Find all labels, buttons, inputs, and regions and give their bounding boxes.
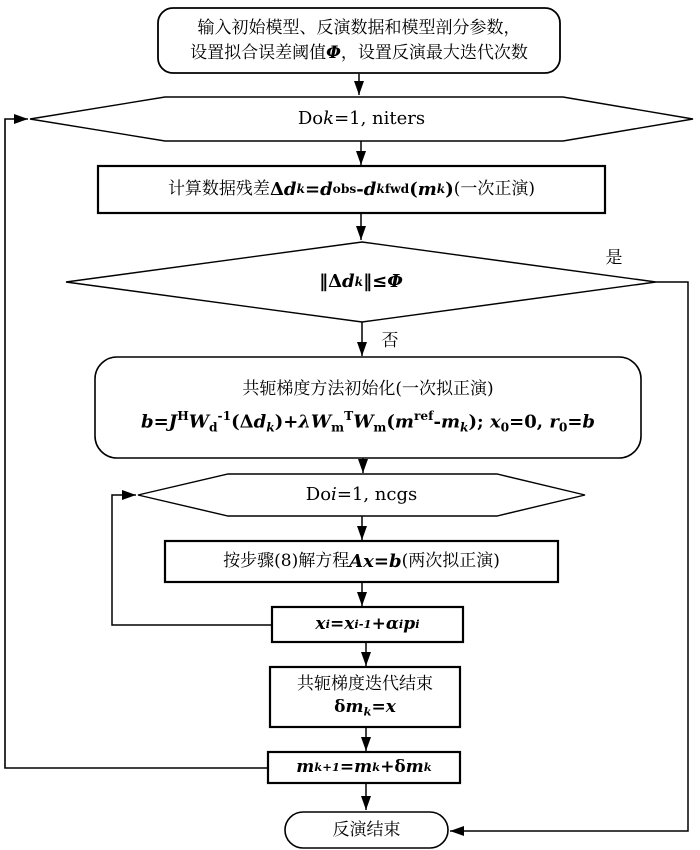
start-line2: 设置拟合误差阈值Φ，设置反演最大迭代次数	[190, 43, 528, 63]
update-x-label: x i = x i-1 + α i p i	[315, 614, 420, 634]
end-node-label: 反演结束	[332, 819, 401, 840]
threshold-label: ‖Δ d k ‖≤ Φ	[319, 271, 403, 292]
cg-init-label	[95, 357, 641, 458]
start-node-text	[158, 10, 560, 72]
solve-label: 按步骤(8)解方程 Ax = b (两次拟正演)	[223, 550, 500, 572]
cg-end-label	[270, 667, 460, 727]
cg-init-line1: 共轭梯度方法初始化(一次拟正演)	[242, 379, 494, 400]
start-line1: 输入初始模型、反演数据和模型剖分参数，	[197, 18, 521, 38]
residual-label: 计算数据残差 Δ d k = d obs - d k fwd ( m k ) (一次正演)	[167, 178, 536, 200]
no-label: 否	[381, 330, 399, 351]
loop-k-label: Do k =1, niters	[297, 108, 426, 129]
update-m-label: m k+1 = m k +δ m k	[296, 757, 432, 777]
cg-init-formula: $b=J^HW_d^{-1}(\Delta d_k)+\lambda W_m^TW_m(m^{ref}-m_k)$; $x_0=0$, $r_0=b$	[140, 409, 596, 435]
yes-label: 是	[605, 247, 623, 268]
loop-i-label: Do i =1, ncgs	[305, 484, 418, 505]
cg-end-formula: $\delta m_k=x$	[334, 696, 396, 719]
cg-end-line1: 共轭梯度迭代结束	[297, 673, 433, 694]
